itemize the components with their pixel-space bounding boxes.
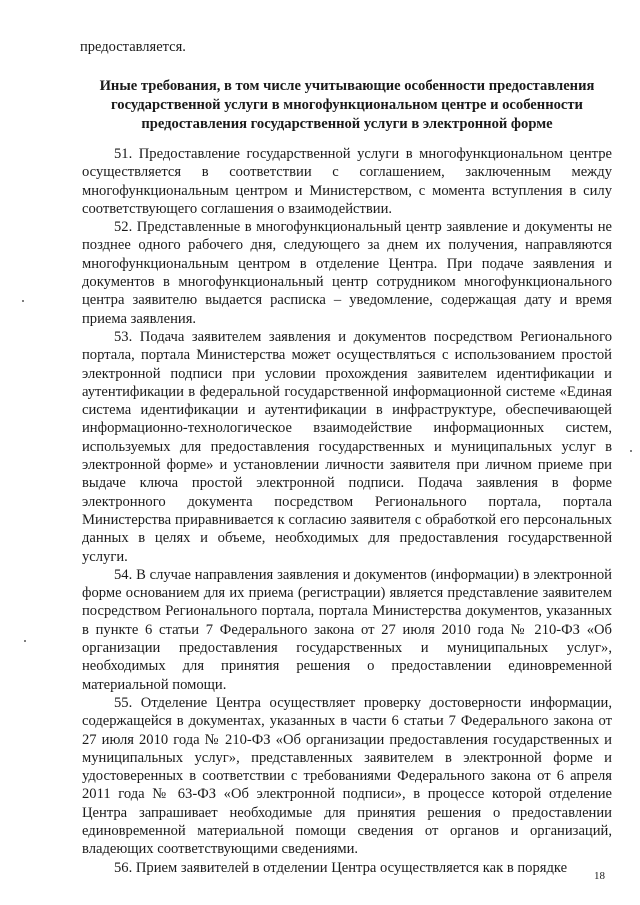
paragraph-55: 55. Отделение Центра осуществляет проверку достоверности информации, содержащейся в документах, указанных в части 6 статьи 7 Федерального закона от 27 июля 2010 года № 210-ФЗ «Об организации предоставления государственных и муниципальных услуг», представленных заявителем в электронной форме и удостоверенных в соответствии с требованиями Федерального закона от 6 апреля 2011 года № 63-ФЗ «Об электронной подписи», в процессе которой отделение Центра запрашивает необходимые для принятия решения о предоставлении единовременной материальной помощи сведения от органов и организаций, владеющих соответствующими сведениями. — [82, 694, 612, 858]
document-body — [82, 145, 612, 877]
section-heading: Иные требования, в том числе учитывающие особенности предоставления государственной услуги в многофункциональном центре и особенности предоставления государственной услуги в электронной форме — [99, 78, 595, 132]
scan-speck — [24, 640, 26, 642]
page-number: 18 — [594, 870, 605, 882]
paragraph-52: 52. Представленные в многофункциональный центр заявление и документы не позднее одного рабочего дня, следующего за днем их получения, направляются многофункциональным центром в отделение Центра. При подаче заявления и документов в многофункциональный центр сотрудником многофункционального центра заявителю выдается расписка – уведомление, содержащая дату и время приема заявления. — [82, 219, 612, 327]
paragraph-54: 54. В случае направления заявления и документов (информации) в электронной форме основанием для их приема (регистрации) является представление заявителем посредством Регионального портала, портала Министерства документов, указанных в пункте 6 статьи 7 Федерального закона от 27 июля 2010 года № 210-ФЗ «Об организации предоставления государственных и муниципальных услуг», необходимых для принятия решения о предоставлении единовременной материальной помощи. — [82, 566, 612, 693]
paragraph-56: 56. Прием заявителей в отделении Центра осуществляется как в порядке — [114, 859, 568, 876]
lead-text: предоставляется. — [80, 39, 186, 55]
scan-speck — [630, 450, 632, 452]
paragraph-51: 51. Предоставление государственной услуги в многофункциональном центре осуществляется в соответствии с соглашением, заключенным между многофункциональным центром и Министерством, с момента вступления в силу соответствующего соглашения о взаимодействии. — [82, 146, 612, 217]
paragraph-53: 53. Подача заявителем заявления и документов посредством Регионального портала, портала Министерства может осуществляться с использованием простой электронной подписи при условии прохождения заявителем идентификации и аутентификации в федеральной государственной информационной системе «Единая система идентификации и аутентификации в инфраструктуре, обеспечивающей информационно-технологическое взаимодействие информационных систем, используемых для предоставления государственных и муниципальных услуг в электронной форме» и установлении личности заявителя при личном приеме при выдаче ключа простой электронной подписи. Подача заявления в форме электронного документа посредством Регионального портала, портала Министерства приравнивается к согласию заявителя с обработкой его персональных данных в целях и объеме, необходимых для предоставления государственной услуги. — [82, 328, 612, 565]
scan-speck — [22, 300, 24, 302]
